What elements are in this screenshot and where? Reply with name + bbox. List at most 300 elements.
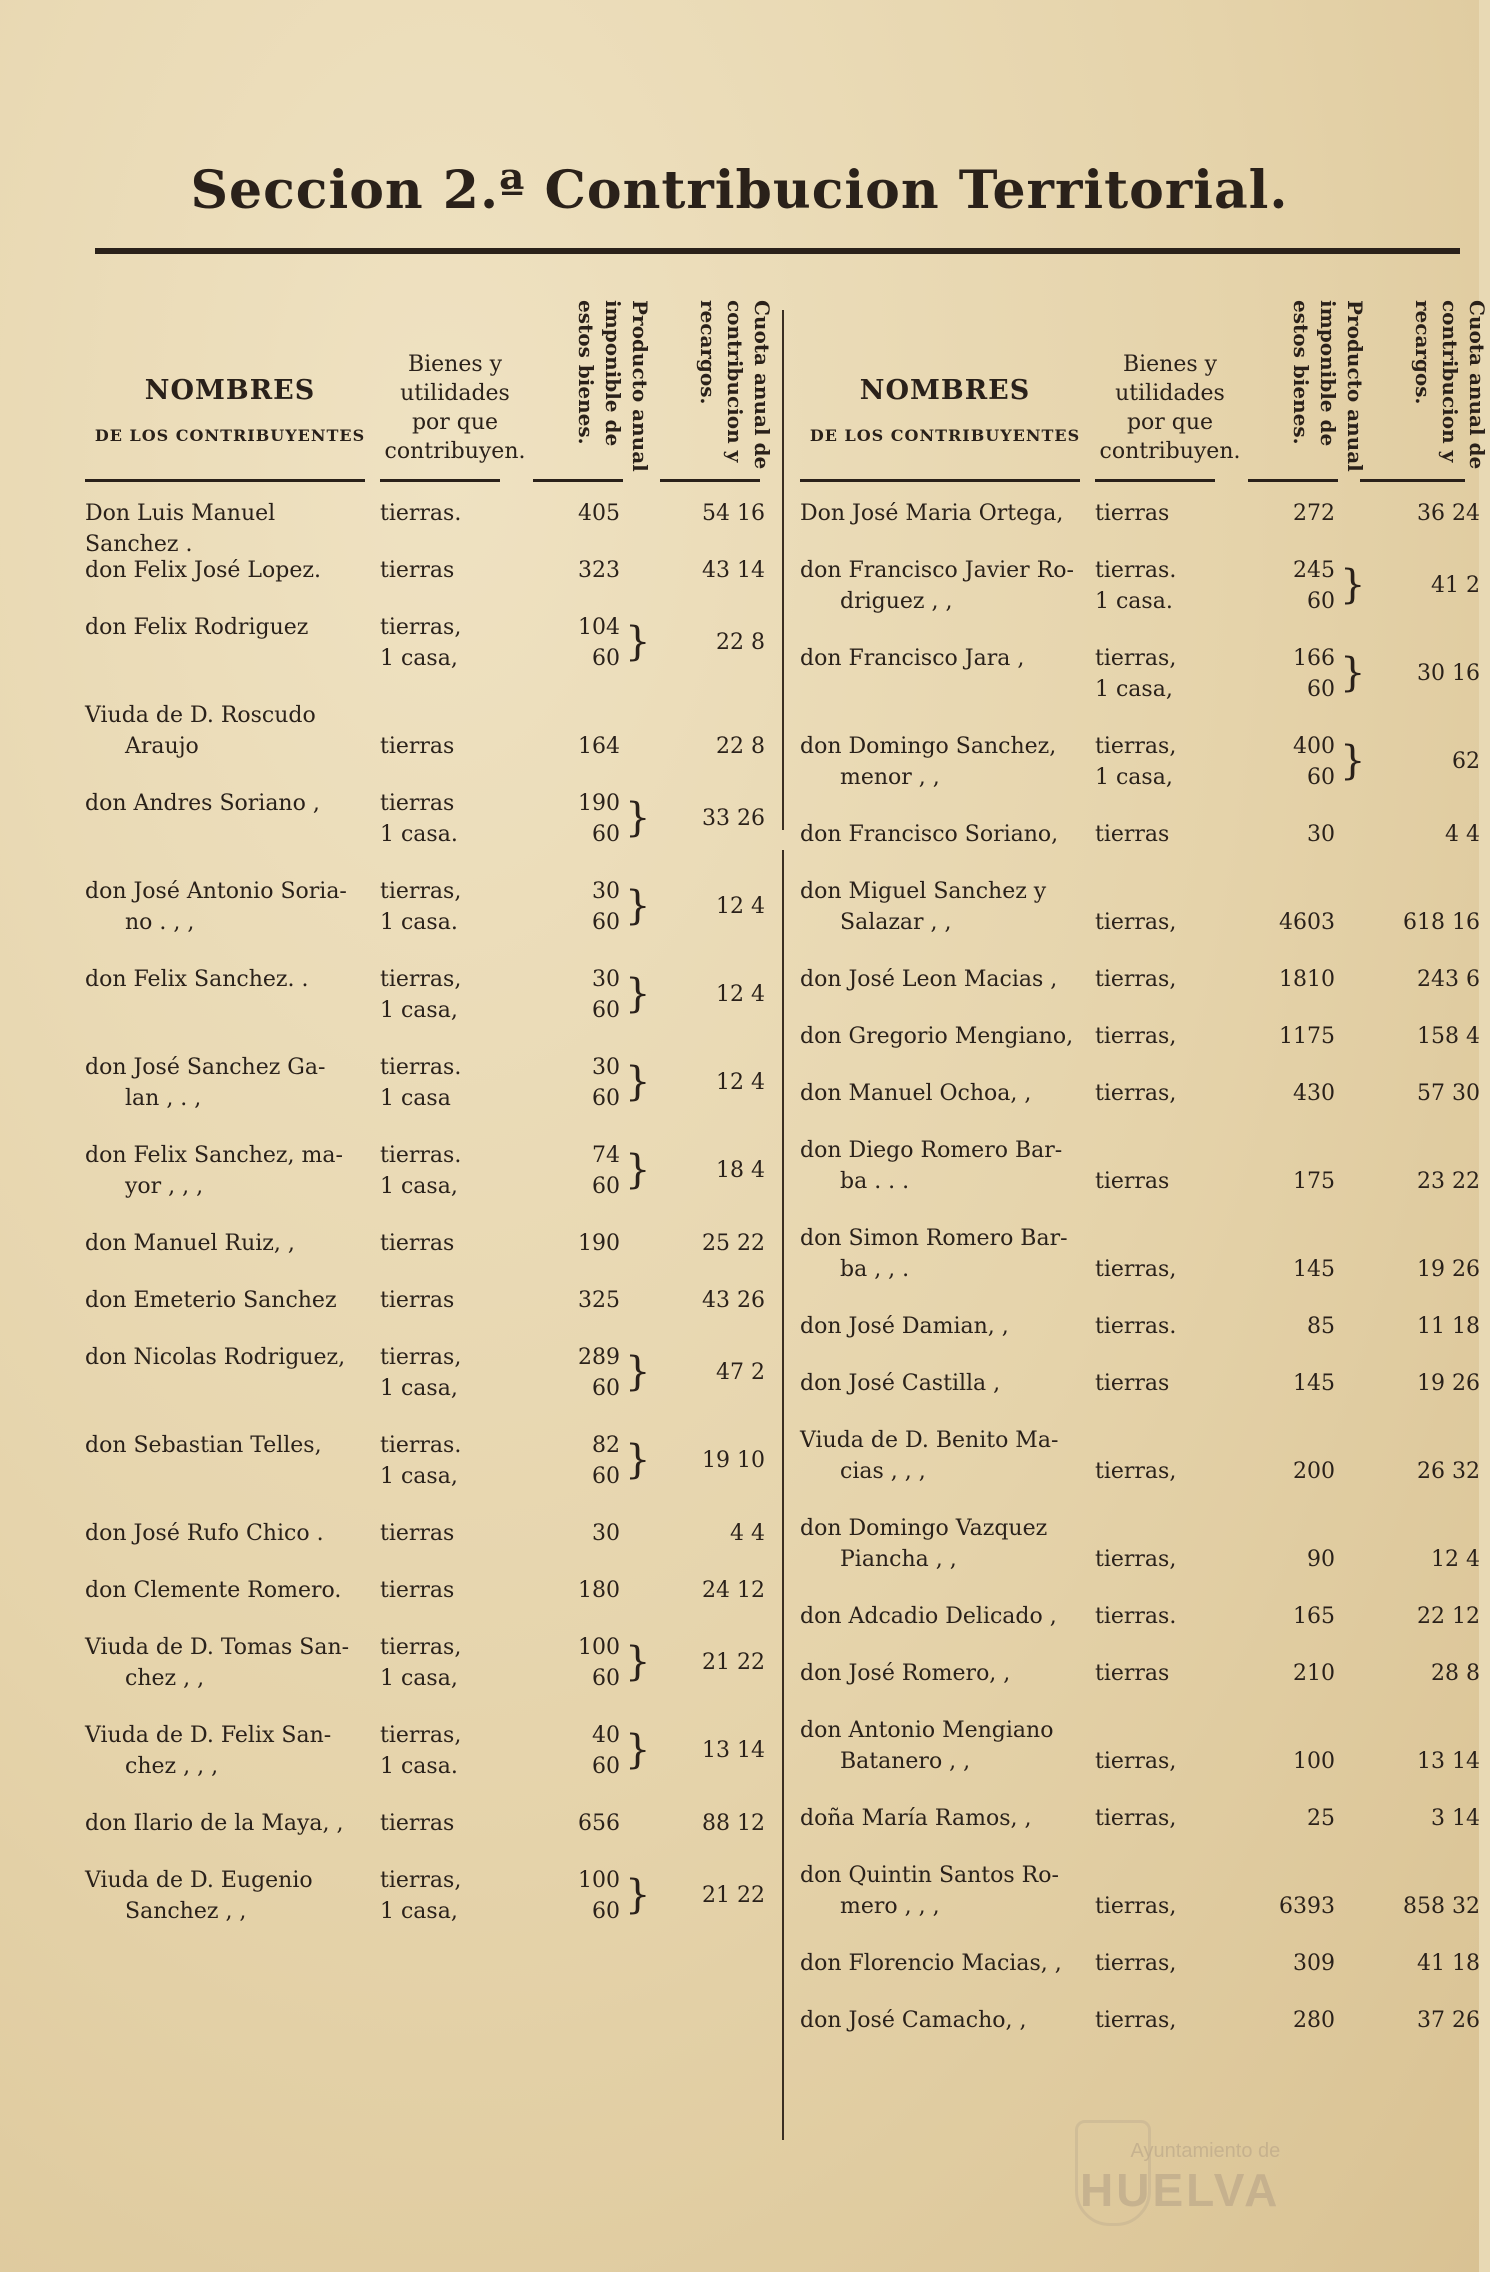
annual-product-value: 6393 (1279, 1894, 1335, 1919)
table-row (800, 819, 1480, 876)
annual-product-value: 656 (578, 1811, 620, 1836)
property-type-line: tierras (380, 1578, 455, 1603)
taxpayer-name-line: Viuda de D. Benito Ma- (800, 1428, 1059, 1453)
property-type-line: tierras. (380, 1433, 462, 1458)
taxpayer-name (85, 1052, 375, 1114)
property-type (380, 1140, 490, 1202)
annual-product (1240, 1803, 1335, 1834)
annual-product-value: 405 (578, 501, 620, 526)
property-type (1095, 1948, 1205, 1979)
annual-product-value: 60 (592, 822, 620, 847)
annual-product-value: 165 (1293, 1604, 1335, 1629)
taxpayer-name-line: no . , , (125, 910, 195, 935)
taxpayer-name-line: don José Leon Macias , (800, 967, 1058, 992)
property-type-line: tierras, (1095, 1749, 1177, 1774)
table-row (85, 498, 765, 555)
taxpayer-name-line: Piancha , , (840, 1547, 957, 1572)
brace-mark: } (625, 1059, 651, 1105)
taxpayer-name-line: Sanchez , , (125, 1899, 247, 1924)
table-row (800, 1513, 1480, 1601)
annual-product (1240, 731, 1335, 793)
taxpayer-name (800, 1135, 1090, 1197)
taxpayer-name (85, 1808, 375, 1839)
left-rows (85, 498, 765, 1953)
annual-quota: 13 14 (702, 1738, 765, 1763)
annual-quota: 24 12 (702, 1578, 765, 1603)
annual-quota: 23 22 (1417, 1169, 1480, 1194)
taxpayer-name (85, 555, 375, 586)
annual-product-value: 60 (1307, 765, 1335, 790)
property-type (380, 1575, 490, 1606)
taxpayer-name-line: lan , . , (125, 1086, 202, 1111)
property-type-line: 1 casa, (380, 998, 458, 1023)
brace-mark: } (625, 1727, 651, 1773)
taxpayer-name-line: Viuda de D. Felix San- (85, 1723, 332, 1748)
annual-product (525, 1632, 620, 1694)
property-type (1095, 1544, 1205, 1575)
annual-product-value: 60 (592, 998, 620, 1023)
annual-quota: 41 2 (1431, 573, 1480, 598)
taxpayer-name-line: don Felix Sanchez. . (85, 967, 309, 992)
property-type (380, 788, 490, 850)
taxpayer-name (85, 612, 375, 643)
property-type-line: 1 casa. (1095, 589, 1173, 614)
annual-product-value: 4603 (1279, 910, 1335, 935)
annual-quota: 26 32 (1417, 1459, 1480, 1484)
property-type (1095, 907, 1205, 938)
annual-product (525, 1720, 620, 1782)
taxpayer-name-line: don Nicolas Rodriguez, (85, 1345, 346, 1370)
header-underline (660, 479, 760, 482)
annual-quota: 62 (1452, 749, 1480, 774)
annual-product-value: 190 (578, 1231, 620, 1256)
title-rule (95, 248, 1460, 254)
table-row (800, 1803, 1480, 1860)
header-cuota (655, 300, 775, 480)
taxpayer-name (800, 1368, 1090, 1399)
taxpayer-name (800, 876, 1090, 938)
header-underline (1360, 479, 1465, 482)
taxpayer-name-line: don Adcadio Delicado , (800, 1604, 1057, 1629)
taxpayer-name-line: don Manuel Ruiz, , (85, 1231, 295, 1256)
taxpayer-name (800, 1715, 1090, 1777)
property-type-line: tierras, (380, 1868, 462, 1893)
table-row (85, 1865, 765, 1953)
property-type (380, 1632, 490, 1694)
property-type-line: tierras, (1095, 734, 1177, 759)
annual-product-value: 245 (1293, 558, 1335, 583)
annual-product (1240, 1311, 1335, 1342)
header-cuota-text: Cuota anual de contribucion y recargos. (696, 300, 774, 470)
annual-product-value: 60 (592, 1086, 620, 1111)
annual-product (525, 1052, 620, 1114)
annual-quota: 12 4 (716, 894, 765, 919)
annual-product-value: 430 (1293, 1081, 1335, 1106)
annual-product (525, 1228, 620, 1259)
watermark (1080, 2140, 1280, 2217)
property-type (1095, 1166, 1205, 1197)
property-type (380, 498, 490, 529)
header-underline (1248, 479, 1338, 482)
annual-product-value: 309 (1293, 1951, 1335, 1976)
right-rows (800, 498, 1480, 2062)
property-type-line: 1 casa (380, 1086, 451, 1111)
annual-product (525, 1285, 620, 1316)
property-type-line: tierras, (1095, 1951, 1177, 1976)
taxpayer-name-line: yor , , , (125, 1174, 204, 1199)
brace-mark: } (1340, 562, 1366, 608)
annual-quota: 28 8 (1431, 1661, 1480, 1686)
property-type (380, 1342, 490, 1404)
annual-product (1240, 907, 1335, 938)
property-type (1095, 731, 1205, 793)
table-row (800, 1658, 1480, 1715)
annual-product (525, 555, 620, 586)
table-row (800, 1135, 1480, 1223)
property-type-line: 1 casa, (380, 1376, 458, 1401)
header-underline (533, 479, 623, 482)
annual-product-value: 40 (592, 1723, 620, 1748)
taxpayer-name-line: Viuda de D. Roscudo (85, 703, 316, 728)
property-type (380, 876, 490, 938)
annual-product (1240, 1368, 1335, 1399)
taxpayer-name-line: don Antonio Mengiano (800, 1718, 1054, 1743)
annual-product-value: 60 (1307, 677, 1335, 702)
annual-product-value: 60 (592, 1174, 620, 1199)
property-type (1095, 1891, 1205, 1922)
property-type-line: tierras (1095, 1169, 1170, 1194)
table-row (85, 1285, 765, 1342)
taxpayer-name-line: don Gregorio Mengiano, (800, 1024, 1074, 1049)
annual-product-value: 175 (1293, 1169, 1335, 1194)
annual-quota: 12 4 (1431, 1547, 1480, 1572)
taxpayer-name (85, 1228, 375, 1259)
property-type-line: tierras (380, 734, 455, 759)
header-bienes: Bienes y utilidades por que contribuyen. (1099, 352, 1241, 464)
annual-product-value: 190 (578, 791, 620, 816)
annual-product (1240, 1544, 1335, 1575)
taxpayer-name (85, 1865, 375, 1927)
annual-product-value: 60 (592, 1899, 620, 1924)
property-type (380, 1808, 490, 1839)
table-row (85, 1632, 765, 1720)
annual-product (525, 1575, 620, 1606)
table-row (800, 555, 1480, 643)
property-type (1095, 964, 1205, 995)
annual-product (1240, 1601, 1335, 1632)
header-underline (800, 479, 1080, 482)
property-type (380, 1285, 490, 1316)
taxpayer-name-line: mero , , , (840, 1894, 940, 1919)
table-row (800, 1860, 1480, 1948)
header-producto (533, 300, 653, 480)
taxpayer-name-line: don Clemente Romero. (85, 1578, 342, 1603)
taxpayer-name-line: don Simon Romero Bar- (800, 1226, 1068, 1251)
annual-product (525, 1518, 620, 1549)
property-type (380, 1430, 490, 1492)
annual-quota: 47 2 (716, 1360, 765, 1385)
annual-product (1240, 1254, 1335, 1285)
property-type (380, 1228, 490, 1259)
property-type-line: tierras. (380, 1143, 462, 1168)
table-row (85, 700, 765, 788)
annual-quota: 19 10 (702, 1448, 765, 1473)
annual-product-value: 400 (1293, 734, 1335, 759)
taxpayer-name (85, 1518, 375, 1549)
annual-product-value: 1175 (1279, 1024, 1335, 1049)
property-type (380, 1720, 490, 1782)
property-type-line: tierras. (380, 1055, 462, 1080)
property-type (1095, 555, 1205, 617)
brace-mark: } (625, 1872, 651, 1918)
brace-mark: } (625, 1639, 651, 1685)
property-type (380, 964, 490, 1026)
header-names (85, 375, 375, 445)
annual-product (1240, 1658, 1335, 1689)
property-type (1095, 2005, 1205, 2036)
taxpayer-name-line: don Francisco Jara , (800, 646, 1025, 671)
table-row (85, 1140, 765, 1228)
property-type-line: tierras, (1095, 1459, 1177, 1484)
property-type (1095, 1311, 1205, 1342)
taxpayer-name (85, 1285, 375, 1316)
taxpayer-name-line: don Domingo Sanchez, (800, 734, 1057, 759)
taxpayer-name-line: ba . . . (840, 1169, 910, 1194)
taxpayer-name (85, 1140, 375, 1202)
taxpayer-name (800, 1513, 1090, 1575)
property-type-line: tierras. (1095, 1604, 1177, 1629)
property-type (380, 555, 490, 586)
taxpayer-name (800, 1658, 1090, 1689)
taxpayer-name-line: don José Antonio Soria- (85, 879, 347, 904)
taxpayer-name-line: don José Castilla , (800, 1371, 1001, 1396)
header-names-subtitle: DE LOS CONTRIBUYENTES (94, 426, 366, 445)
header-names (800, 375, 1090, 445)
table-row (800, 1311, 1480, 1368)
table-row (800, 1021, 1480, 1078)
annual-product (1240, 643, 1335, 705)
annual-product (1240, 1891, 1335, 1922)
annual-product-value: 104 (578, 615, 620, 640)
annual-quota: 21 22 (702, 1650, 765, 1675)
table-row (800, 643, 1480, 731)
annual-product-value: 30 (592, 967, 620, 992)
annual-product (1240, 1166, 1335, 1197)
header-cuota (1370, 300, 1490, 480)
column-divider (782, 310, 784, 830)
annual-quota: 33 26 (702, 806, 765, 831)
header-bienes: Bienes y utilidades por que contribuyen. (384, 352, 526, 464)
taxpayer-name (85, 1575, 375, 1606)
header-underline (85, 479, 365, 482)
property-type-line: tierras (380, 1231, 455, 1256)
annual-quota: 36 24 (1417, 501, 1480, 526)
table-row (800, 1368, 1480, 1425)
table-row (85, 1808, 765, 1865)
taxpayer-name-line: don Felix Rodriguez (85, 615, 309, 640)
property-type-line: tierras, (1095, 1806, 1177, 1831)
taxpayer-name (85, 1720, 375, 1782)
property-type (380, 612, 490, 674)
table-row (85, 876, 765, 964)
property-type-line: 1 casa. (380, 910, 458, 935)
annual-quota: 22 8 (716, 734, 765, 759)
taxpayer-name (800, 498, 1090, 529)
annual-product (1240, 555, 1335, 617)
taxpayer-name-line: don Manuel Ochoa, , (800, 1081, 1032, 1106)
property-type-line: tierras, (1095, 1257, 1177, 1282)
annual-product-value: 30 (592, 879, 620, 904)
annual-product (1240, 1021, 1335, 1052)
annual-product-value: 74 (592, 1143, 620, 1168)
annual-quota: 4 4 (1445, 822, 1480, 847)
taxpayer-name-line: don José Sanchez Ga- (85, 1055, 326, 1080)
annual-quota: 3 14 (1431, 1806, 1480, 1831)
property-type (1095, 1601, 1205, 1632)
table-row (85, 964, 765, 1052)
property-type (1095, 1456, 1205, 1487)
property-type-line: 1 casa, (380, 1464, 458, 1489)
property-type (380, 1518, 490, 1549)
table-row (800, 1948, 1480, 2005)
annual-product-value: 60 (592, 1754, 620, 1779)
taxpayer-name-line: don Francisco Soriano, (800, 822, 1059, 847)
property-type-line: tierras, (1095, 910, 1177, 935)
property-type-line: tierras, (380, 1345, 462, 1370)
brace-mark: } (625, 1349, 651, 1395)
taxpayer-name-line: don Diego Romero Bar- (800, 1138, 1063, 1163)
property-type-line: tierras. (380, 501, 462, 526)
annual-product-value: 145 (1293, 1371, 1335, 1396)
annual-quota: 4 4 (730, 1521, 765, 1546)
taxpayer-name-line: don Felix José Lopez. (85, 558, 321, 583)
annual-product-value: 85 (1307, 1314, 1335, 1339)
property-type-line: 1 casa, (380, 1899, 458, 1924)
taxpayer-name-line: Batanero , , (840, 1749, 971, 1774)
annual-quota: 21 22 (702, 1883, 765, 1908)
property-type-line: tierras, (380, 967, 462, 992)
taxpayer-name (85, 498, 375, 560)
taxpayer-name-line: menor , , (840, 765, 940, 790)
property-type-line: 1 casa, (1095, 765, 1173, 790)
property-type-line: tierras, (1095, 967, 1177, 992)
annual-product (525, 788, 620, 850)
taxpayer-name-line: Viuda de D. Eugenio (85, 1868, 313, 1893)
table-row (85, 612, 765, 700)
annual-product-value: 100 (578, 1868, 620, 1893)
property-type-line: 1 casa, (380, 646, 458, 671)
taxpayer-name-line: driguez , , (840, 589, 953, 614)
annual-product-value: 289 (578, 1345, 620, 1370)
left-table-header (85, 300, 774, 480)
annual-quota: 243 6 (1417, 967, 1480, 992)
taxpayer-name-line: cias , , , (840, 1459, 926, 1484)
taxpayer-name (85, 1632, 375, 1694)
annual-product-value: 280 (1293, 2008, 1335, 2033)
taxpayer-name-line: don Domingo Vazquez (800, 1516, 1048, 1541)
annual-product (1240, 819, 1335, 850)
property-type-line: tierras, (380, 879, 462, 904)
property-type-line: tierras. (1095, 558, 1177, 583)
taxpayer-name-line: don Miguel Sanchez y (800, 879, 1047, 904)
annual-product-value: 200 (1293, 1459, 1335, 1484)
annual-product-value: 180 (578, 1578, 620, 1603)
taxpayer-name (800, 1601, 1090, 1632)
header-producto-text: Producto anual imponible de estos bienes. (574, 300, 652, 472)
annual-quota: 88 12 (702, 1811, 765, 1836)
taxpayer-name (85, 1342, 375, 1373)
property-type-line: tierras, (1095, 2008, 1177, 2033)
annual-quota: 18 4 (716, 1158, 765, 1183)
taxpayer-name (85, 964, 375, 995)
table-row (85, 1228, 765, 1285)
header-producto-text: Producto anual imponible de estos bienes. (1289, 300, 1367, 472)
property-type-line: tierras (1095, 822, 1170, 847)
annual-product-value: 210 (1293, 1661, 1335, 1686)
taxpayer-name-line: don José Damian, , (800, 1314, 1009, 1339)
taxpayer-name (800, 1078, 1090, 1109)
table-row (800, 1601, 1480, 1658)
column-divider-lower (782, 850, 784, 2140)
annual-quota: 12 4 (716, 1070, 765, 1095)
property-type-line: tierras (1095, 1661, 1170, 1686)
table-row (85, 555, 765, 612)
property-type-line: tierras, (1095, 646, 1177, 671)
table-row (85, 788, 765, 876)
taxpayer-name (85, 788, 375, 819)
table-row (800, 964, 1480, 1021)
annual-quota: 858 32 (1403, 1894, 1480, 1919)
annual-product-value: 25 (1307, 1806, 1335, 1831)
watermark-line2: HUELVA (1080, 2164, 1281, 2216)
property-type-line: tierras (380, 1811, 455, 1836)
property-type (1095, 498, 1205, 529)
property-type-line: 1 casa, (380, 1174, 458, 1199)
taxpayer-name (85, 876, 375, 938)
property-type (1095, 1078, 1205, 1109)
annual-quota: 618 16 (1403, 910, 1480, 935)
annual-product-value: 323 (578, 558, 620, 583)
annual-quota: 12 4 (716, 982, 765, 1007)
property-type-line: 1 casa, (1095, 677, 1173, 702)
property-type (1095, 1368, 1205, 1399)
annual-quota: 19 26 (1417, 1371, 1480, 1396)
annual-product (525, 964, 620, 1026)
right-table (800, 300, 1489, 2062)
taxpayer-name (85, 1430, 375, 1461)
brace-mark: } (1340, 738, 1366, 784)
annual-quota: 13 14 (1417, 1749, 1480, 1774)
table-row (85, 1342, 765, 1430)
table-row (85, 1575, 765, 1632)
taxpayer-name (800, 2005, 1090, 2036)
annual-quota: 22 12 (1417, 1604, 1480, 1629)
taxpayer-name-line: don Ilario de la Maya, , (85, 1811, 344, 1836)
annual-product-value: 325 (578, 1288, 620, 1313)
annual-product-value: 30 (592, 1055, 620, 1080)
taxpayer-name-line: don Francisco Javier Ro- (800, 558, 1074, 583)
annual-quota: 43 14 (702, 558, 765, 583)
property-type (1095, 643, 1205, 705)
annual-product (1240, 1948, 1335, 1979)
annual-product (525, 1430, 620, 1492)
annual-quota: 41 18 (1417, 1951, 1480, 1976)
taxpayer-name-line: ba , , . (840, 1257, 910, 1282)
header-names-subtitle: DE LOS CONTRIBUYENTES (809, 426, 1081, 445)
annual-product (525, 498, 620, 529)
header-names-title: NOMBRES (144, 375, 316, 406)
property-type (380, 731, 490, 762)
